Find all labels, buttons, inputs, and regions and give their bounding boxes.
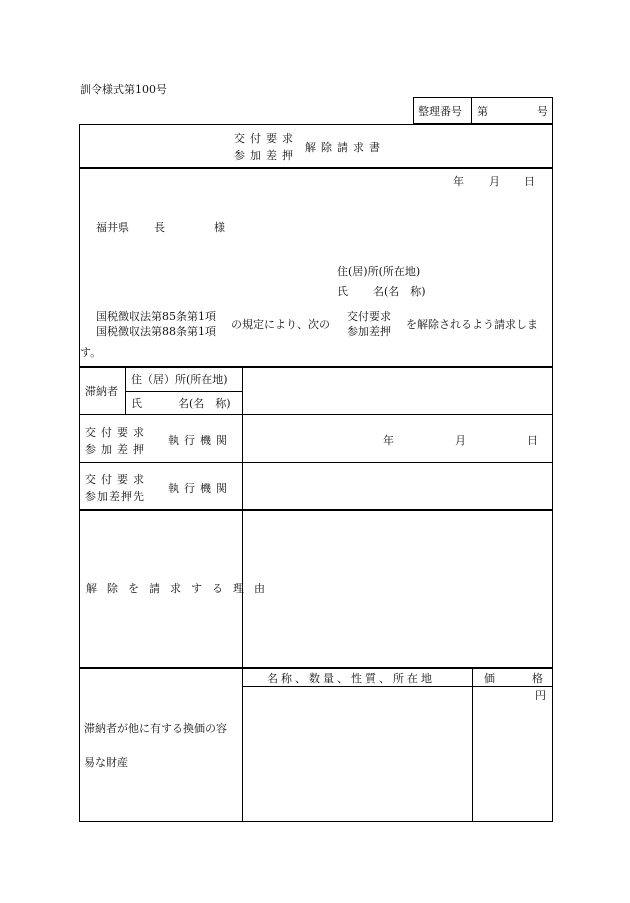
taxpayer-inner-h <box>125 391 242 392</box>
form-frame <box>79 124 553 822</box>
saki-agency: 執行機関 <box>168 482 232 495</box>
body-opt1: 交付要求 <box>347 310 391 323</box>
applicant-name-a: 氏 <box>337 285 348 298</box>
body-opt2: 参加差押 <box>347 325 391 338</box>
title-rule <box>79 167 553 169</box>
title-upper: 交付要求 <box>234 132 298 145</box>
property-label1: 滞納者が他に有する換価の容 <box>84 722 227 735</box>
reason-label: 解除を請求する理由 <box>86 582 275 595</box>
property-price-a: 価 <box>484 672 495 685</box>
taxpayer-name-a: 氏 <box>131 397 142 410</box>
title-suffix: 解除請求書 <box>305 141 385 154</box>
addressee-pref: 福井県 <box>96 221 129 234</box>
saki-label2: 参加差押先 <box>85 490 145 503</box>
property-col-desc: 名称、数量、性質、所在地 <box>267 672 435 685</box>
property-yen: 円 <box>535 689 546 702</box>
kofu-label2: 参加差押 <box>85 443 149 456</box>
seiri-go: 号 <box>537 105 548 118</box>
title-lower: 参加差押 <box>234 149 298 162</box>
seiri-dai: 第 <box>477 105 488 118</box>
body-tail2: す。 <box>80 346 102 359</box>
kofu-agency: 執行機関 <box>168 434 232 447</box>
label-col-v <box>242 367 243 510</box>
property-price-b: 格 <box>532 672 543 685</box>
addressee-sama: 様 <box>214 221 225 234</box>
body-tail: を解除されるよう請求しま <box>406 318 538 331</box>
seiri-label: 整理番号 <box>418 105 462 118</box>
seiri-divider <box>471 97 472 124</box>
body-mid: の規定により、次の <box>231 318 330 331</box>
row-rule-4 <box>79 667 553 669</box>
applicant-name-b: 名(名 称) <box>373 285 426 298</box>
property-label2: 易な財産 <box>84 756 128 769</box>
property-header-rule <box>242 686 553 687</box>
row-rule-3 <box>79 509 553 511</box>
kofu-label1: 交付要求 <box>85 426 149 439</box>
row-rule-2 <box>79 462 553 463</box>
kofu-day: 日 <box>527 434 538 447</box>
taxpayer-name-b: 名(名 称) <box>178 397 231 410</box>
body-rule <box>79 366 553 368</box>
row-rule-1 <box>79 414 553 415</box>
date-month: 月 <box>489 175 500 188</box>
kofu-month: 月 <box>455 434 466 447</box>
body-law2: 国税徴収法第88条第1項 <box>96 325 216 338</box>
property-v1 <box>242 669 243 822</box>
body-law1: 国税徴収法第85条第1項 <box>96 310 216 323</box>
taxpayer-address: 住（居）所(所在地) <box>131 373 228 386</box>
date-day: 日 <box>524 175 535 188</box>
applicant-address: 住(居)所(所在地) <box>337 265 421 278</box>
taxpayer-label: 滞納者 <box>85 385 118 398</box>
property-v2 <box>472 669 473 822</box>
kofu-year: 年 <box>383 434 394 447</box>
addressee-chief: 長 <box>154 221 165 234</box>
saki-label1: 交付要求 <box>85 473 149 486</box>
form-number: 訓令様式第100号 <box>80 83 167 96</box>
date-year: 年 <box>453 175 464 188</box>
